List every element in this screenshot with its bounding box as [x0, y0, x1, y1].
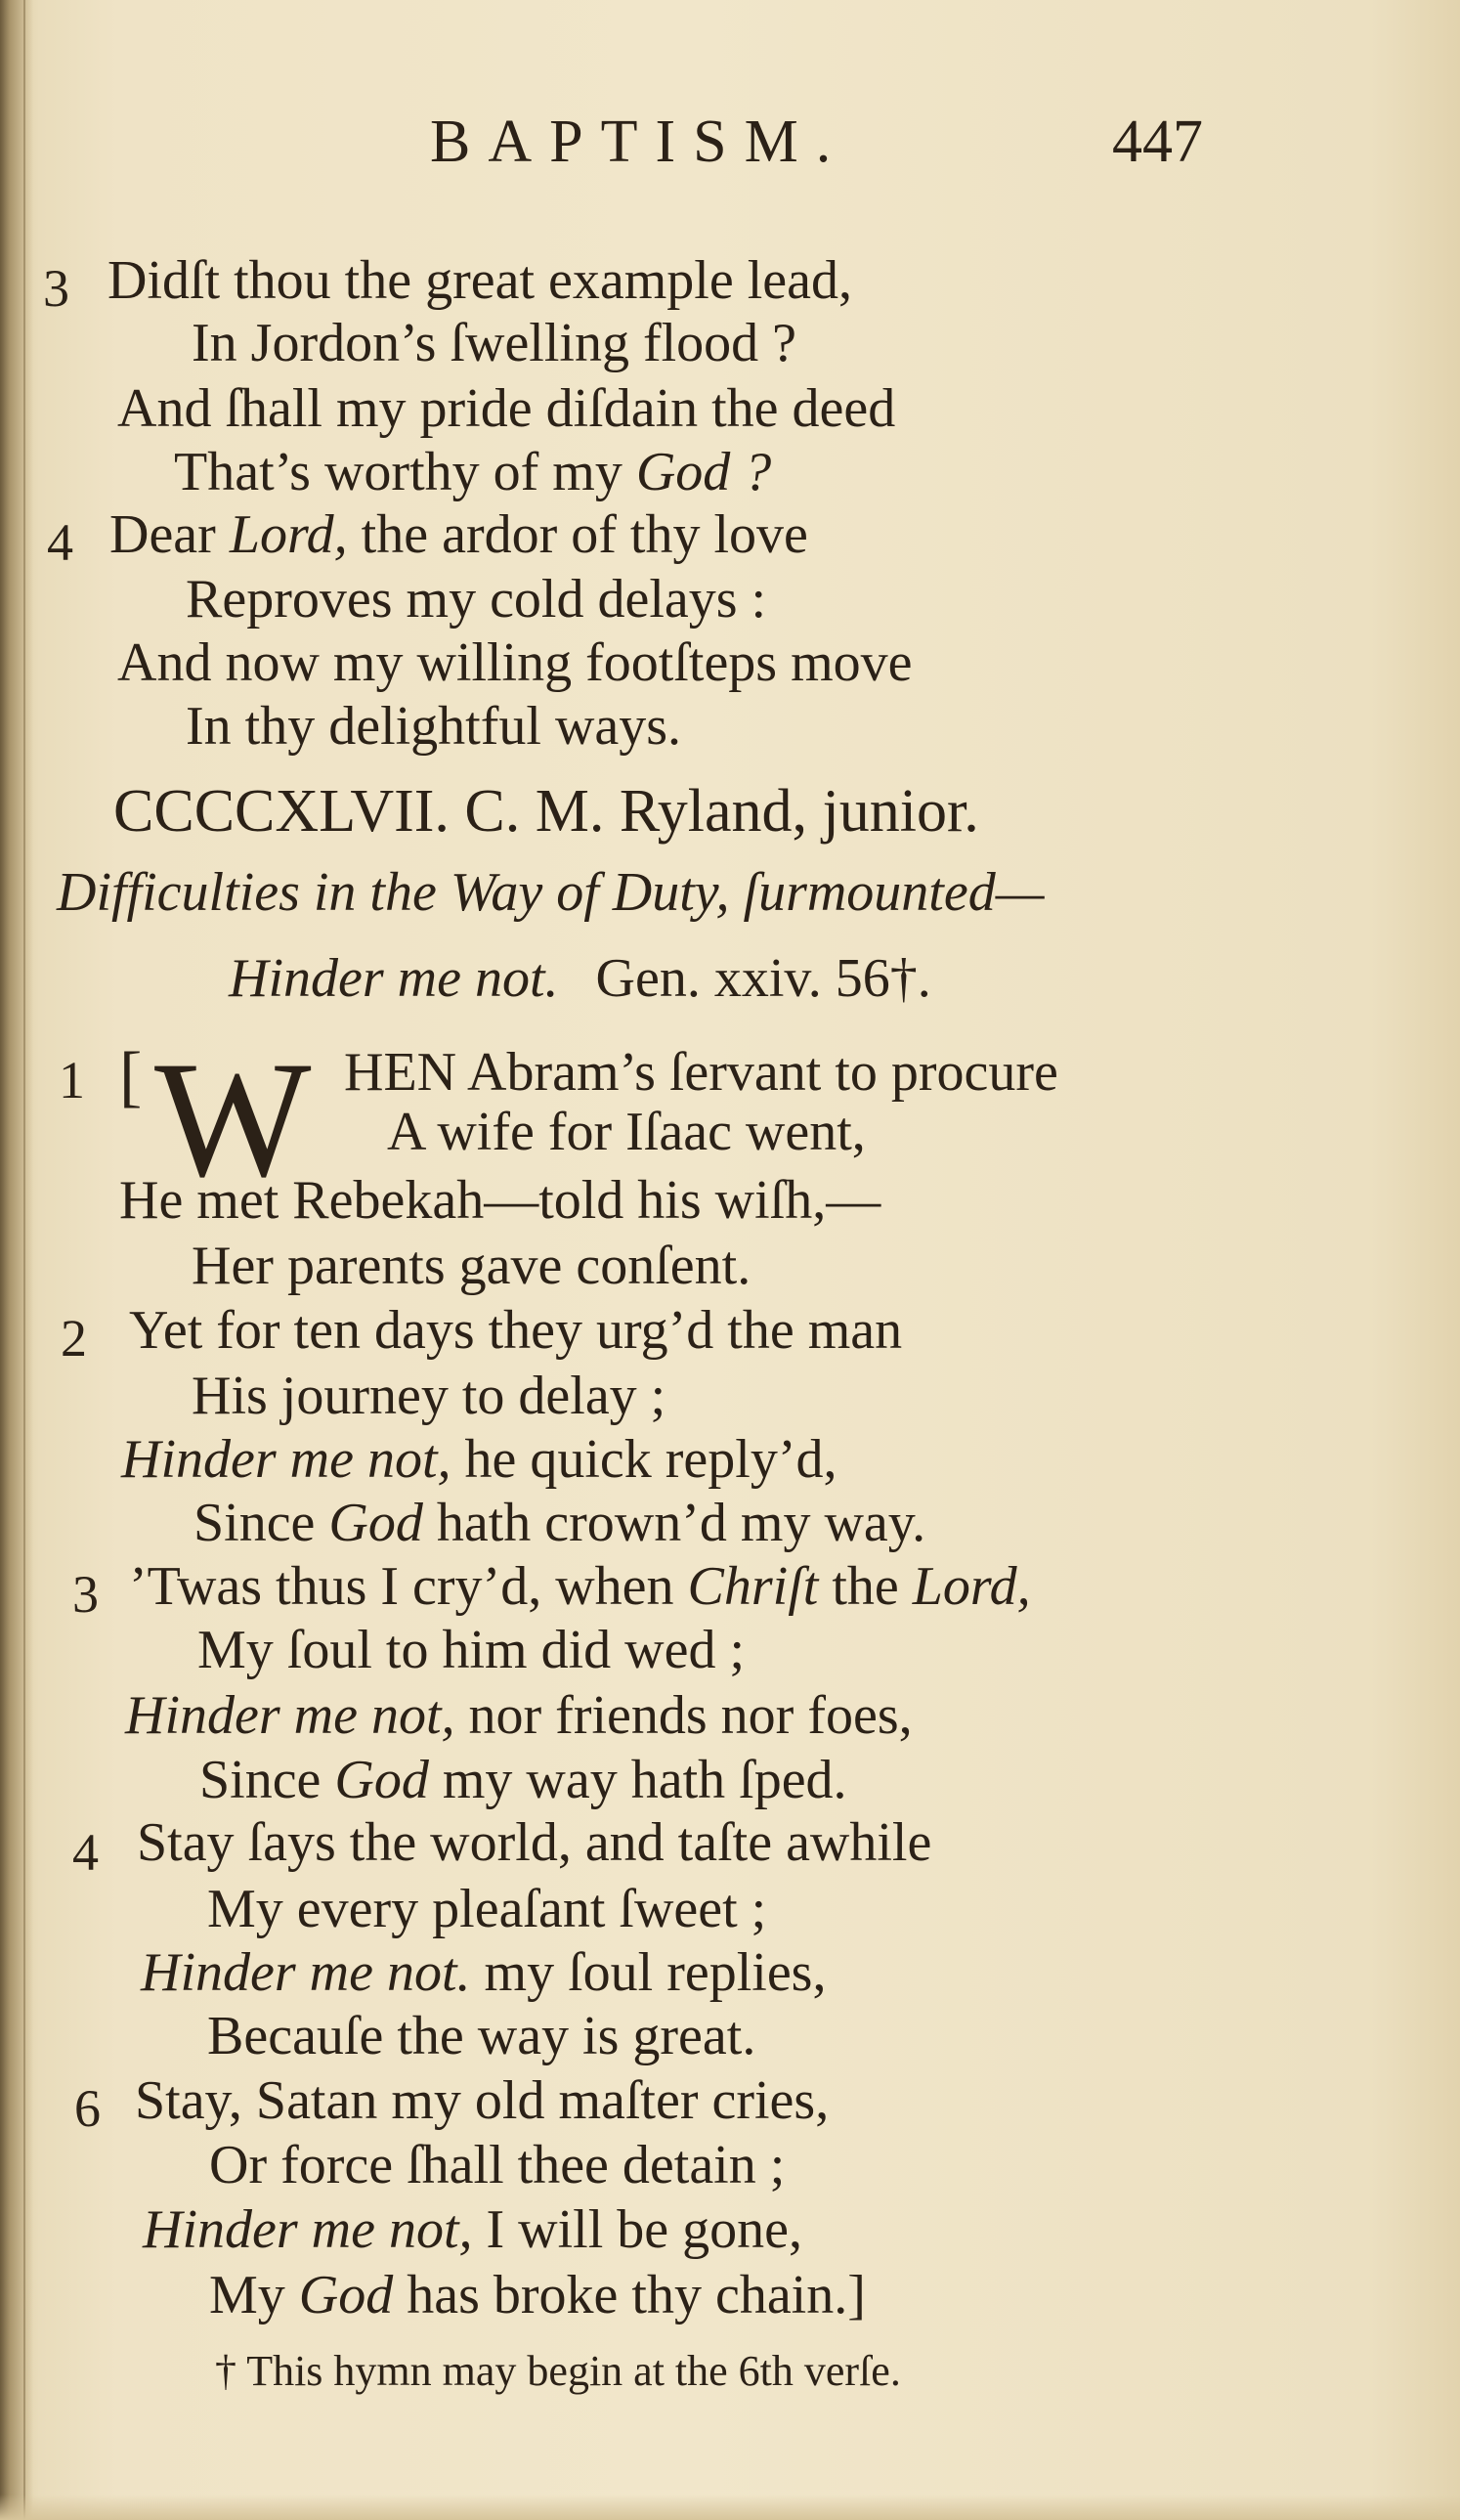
- verse-line-text: ’Twas thus I cry’d, when: [129, 1556, 674, 1617]
- verse-line: [174, 440, 771, 504]
- gutter-line: [23, 0, 25, 2520]
- verse-line: [193, 1491, 925, 1555]
- verse-line-italic: Lord,: [912, 1556, 1031, 1617]
- verse-line: In thy delightful ways.: [186, 696, 682, 757]
- verse-line-italic: God: [328, 1493, 423, 1553]
- verse-line: In Jordon’s ſwelling flood ?: [192, 313, 797, 373]
- verse-line-italic: Hinder me not.: [141, 1942, 471, 2003]
- page-bottom-edge: [0, 2495, 1460, 2520]
- verse-line-text: the ardor of thy love: [361, 504, 808, 565]
- verse-line: [109, 502, 808, 567]
- verse-line: HEN Abram’s ſervant to procure: [344, 1042, 1058, 1103]
- verse-line: Stay, Satan my old maſter cries,: [135, 2070, 830, 2131]
- verse-line-text: Since: [199, 1750, 322, 1810]
- page-gutter: [0, 0, 33, 2520]
- scripture-reference: Gen. xxiv. 56†.: [595, 948, 931, 1009]
- verse-line: [125, 1683, 913, 1748]
- verse-line-text: nor friends nor foes,: [468, 1685, 913, 1746]
- verse-line: Didſt thou the great example lead,: [107, 250, 852, 311]
- verse-line-text: the: [832, 1556, 899, 1617]
- hymn-heading: CCCCXLVII. C. M. Ryland, junior.: [113, 778, 979, 845]
- drop-cap: W: [154, 1027, 312, 1211]
- verse-line: Becauſe the way is great.: [207, 2006, 756, 2066]
- opening-bracket: [: [119, 1039, 143, 1114]
- running-header: BAPTISM.: [430, 109, 849, 175]
- verse-line-text: I will be gone,: [486, 2199, 802, 2260]
- verse-number: 3: [72, 1565, 99, 1624]
- verse-line: My every pleaſant ſweet ;: [207, 1879, 767, 1939]
- verse-line-text: he quick reply’d,: [464, 1429, 837, 1490]
- verse-line: [141, 1940, 826, 2005]
- verse-line: Yet for ten days they urg’d the man: [129, 1300, 903, 1361]
- verse-line-italic: God ?: [635, 442, 772, 502]
- verse-line-text: Dear: [109, 504, 216, 565]
- verse-line: A wife for Iſaac went,: [387, 1102, 866, 1162]
- subtitle-italic: Hinder me not.: [229, 948, 559, 1009]
- verse-line: My ſoul to him did wed ;: [197, 1620, 745, 1680]
- verse-line-text: hath crown’d my way.: [436, 1493, 926, 1553]
- verse-line: Or force ſhall thee detain ;: [209, 2135, 786, 2195]
- verse-line: He met Rebekah—told his wiſh,—: [119, 1170, 881, 1231]
- verse-line-italic: Lord,: [229, 504, 348, 565]
- verse-line-text: my way hath ſped.: [442, 1750, 847, 1810]
- verse-line: [199, 1748, 847, 1812]
- verse-line-text: my ſoul replies,: [484, 1942, 827, 2003]
- verse-line-text: Since: [193, 1493, 316, 1553]
- verse-line-italic: Hinder me not,: [125, 1685, 455, 1746]
- verse-line: [209, 2263, 866, 2327]
- verse-number: 2: [61, 1309, 87, 1368]
- verse-line-text: has broke thy chain.]: [407, 2265, 866, 2325]
- verse-number: 4: [72, 1823, 99, 1882]
- verse-line: And now my willing footſteps move: [117, 632, 913, 693]
- verse-line: [121, 1427, 837, 1492]
- verse-line: His journey to delay ;: [192, 1366, 666, 1426]
- verse-line-italic: God: [334, 1750, 429, 1810]
- verse-line: [143, 2197, 802, 2262]
- verse-line-italic: Hinder me not,: [143, 2199, 473, 2260]
- verse-line: Stay ſays the world, and taſte awhile: [137, 1812, 932, 1873]
- hymn-subtitle: Difficulties in the Way of Duty, ſurmounted—: [57, 862, 1045, 923]
- verse-line: Her parents gave conſent.: [192, 1236, 751, 1296]
- verse-line: Reproves my cold delays :: [186, 569, 767, 630]
- verse-line-italic: Chriſt: [687, 1556, 819, 1617]
- verse-line: [129, 1554, 1031, 1619]
- verse-number: 1: [59, 1051, 85, 1109]
- verse-line-text: That’s worthy of my: [174, 442, 623, 502]
- verse-number: 3: [43, 259, 69, 318]
- page-number: 447: [1112, 109, 1203, 175]
- hymn-scripture: [229, 946, 931, 1011]
- verse-line-italic: Hinder me not,: [121, 1429, 451, 1490]
- footnote: † This hymn may begin at the 6th verſe.: [215, 2347, 901, 2395]
- verse-number: 6: [74, 2079, 101, 2138]
- verse-line-italic: God: [298, 2265, 394, 2325]
- verse-number: 4: [47, 513, 73, 572]
- verse-line-text: My: [209, 2265, 285, 2325]
- verse-line: And ſhall my pride diſdain the deed: [117, 378, 896, 439]
